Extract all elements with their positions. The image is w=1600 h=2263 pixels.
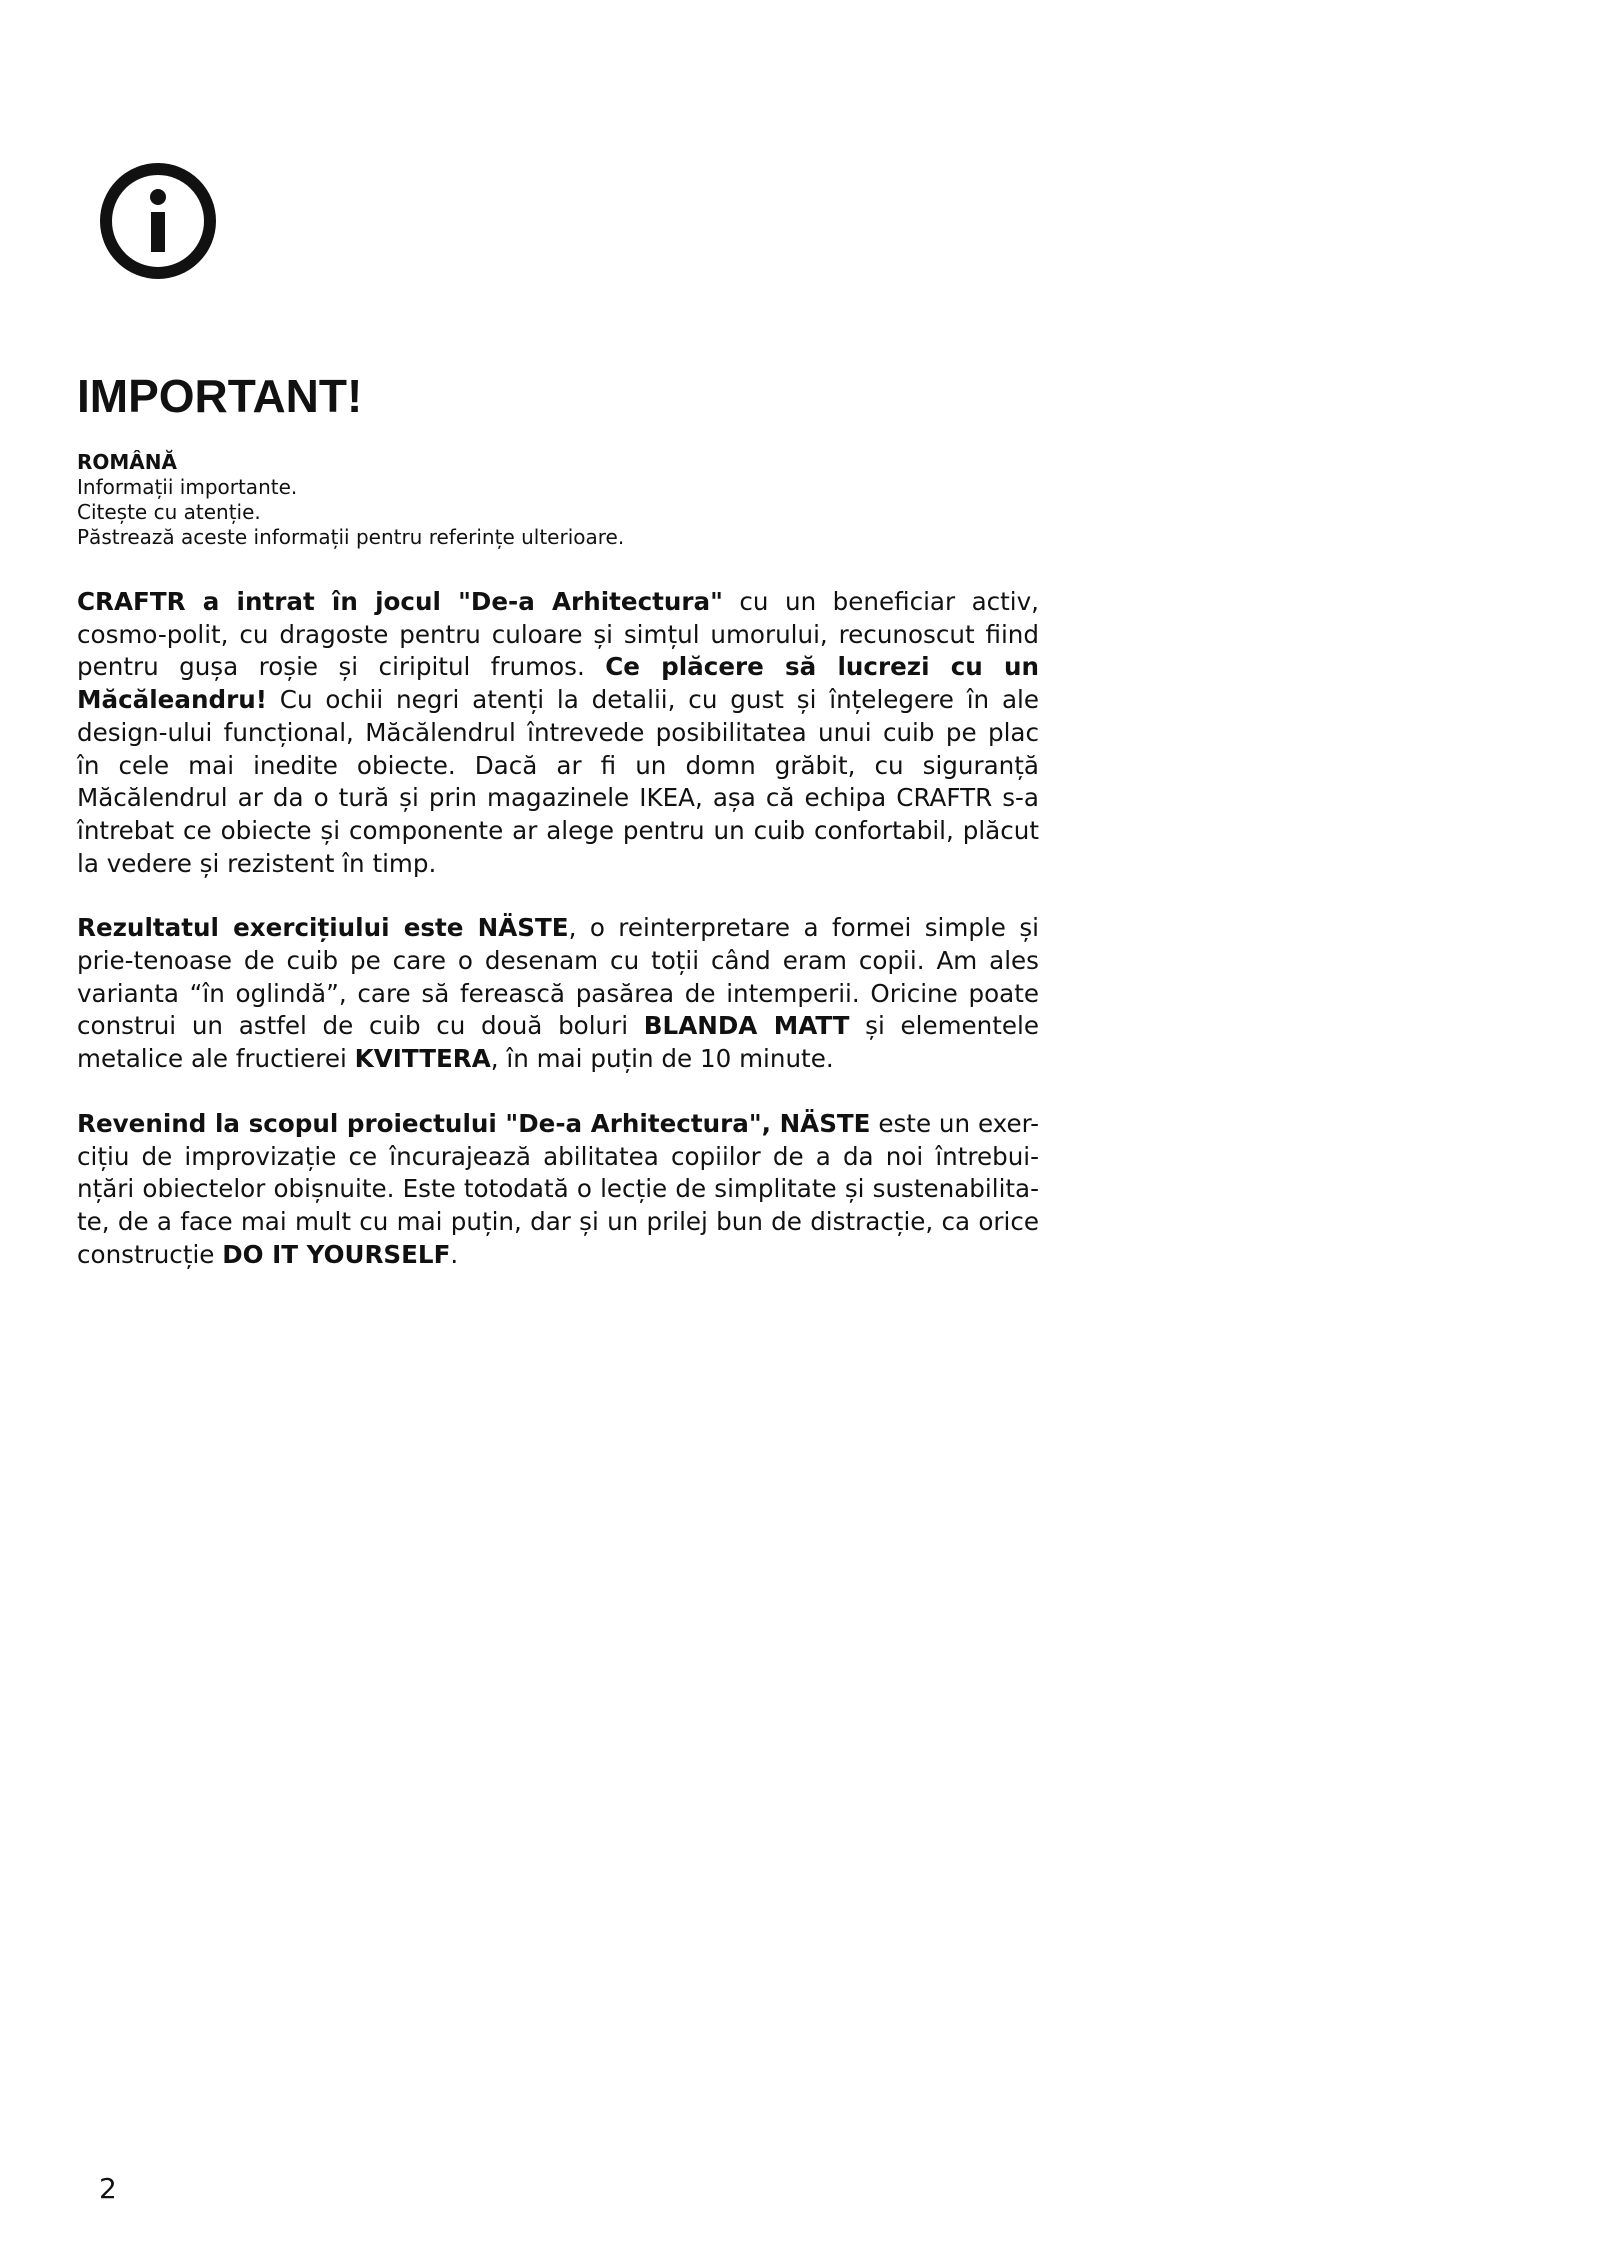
language-label: ROMÂNĂ (77, 450, 177, 474)
body-paragraph (77, 912, 1039, 1076)
info-circle-icon (99, 162, 217, 280)
bold-text-run: KVITTERA (354, 1044, 491, 1074)
bold-text-run: DO IT YOURSELF (222, 1239, 451, 1269)
body-text (77, 586, 1039, 1303)
body-paragraph (77, 1108, 1039, 1272)
text-run: și elementele metalice ale fructierei (77, 1011, 1039, 1074)
text-run: cu un beneficiar activ, cosmo-polit, cu dragoste pentru culoare și simțul umorului, recunoscut fiind pentru gușa roșie și ciripitul frumos. (77, 587, 1040, 682)
intro-line: Citește cu atenție. (77, 500, 261, 524)
text-run: , o reinterpretare a formei simple și prie-tenoase de cuib pe care o desenam cu toții când eram copii. Am ales varianta “în oglindă”, care să ferească pasărea de intemperii. Oricine poate construi un astfel de cuib cu două boluri (77, 913, 1039, 1041)
text-run: este un exer-cițiu de improvizație ce încurajează abilitatea copiilor de a da noi întrebui-nțări obiectelor obișnuite. Este totodată o lecție de simplitate și sustenabilita-te, de a face mai mult cu mai puțin, dar și un prilej bun de distracție, ca orice construcție (77, 1108, 1039, 1269)
text-run: , în mai puțin de 10 minute. (490, 1044, 834, 1074)
page-heading: IMPORTANT! (77, 370, 363, 422)
intro-line: Informații importante. (77, 475, 298, 499)
bold-text-run: CRAFTR a intrat în jocul "De-a Arhitectura" (77, 587, 723, 616)
text-run: . (450, 1239, 459, 1269)
text-run: Cu ochii negri atenți la detalii, cu gust și înțelegere în ale design-ului funcțional, Măcălendrul întrevede posibilitatea unui cuib pe plac în cele mai inedite obiecte. Dacă ar fi un domn grăbit, cu siguranță Măcălendrul ar da o tură și prin magazinele IKEA, așa că echipa CRAFTR s-a întrebat ce obiecte și componente ar alege pentru un cuib confortabil, plăcut la vedere și rezistent în timp. (77, 685, 1039, 878)
bold-text-run: Rezultatul exercițiului este NÄSTE (77, 913, 569, 943)
bold-text-run: Ce plăcere să lucrezi cu un Măcăleandru! (77, 652, 1039, 715)
body-paragraph (77, 586, 1039, 880)
page-number: 2 (99, 2172, 117, 2205)
language-notice (77, 450, 1057, 550)
intro-line: Păstrează aceste informații pentru referințe ulterioare. (77, 525, 625, 549)
bold-text-run: BLANDA MATT (643, 1011, 850, 1041)
bold-text-run: Revenind la scopul proiectului "De-a Arhitectura", NÄSTE (77, 1108, 871, 1138)
